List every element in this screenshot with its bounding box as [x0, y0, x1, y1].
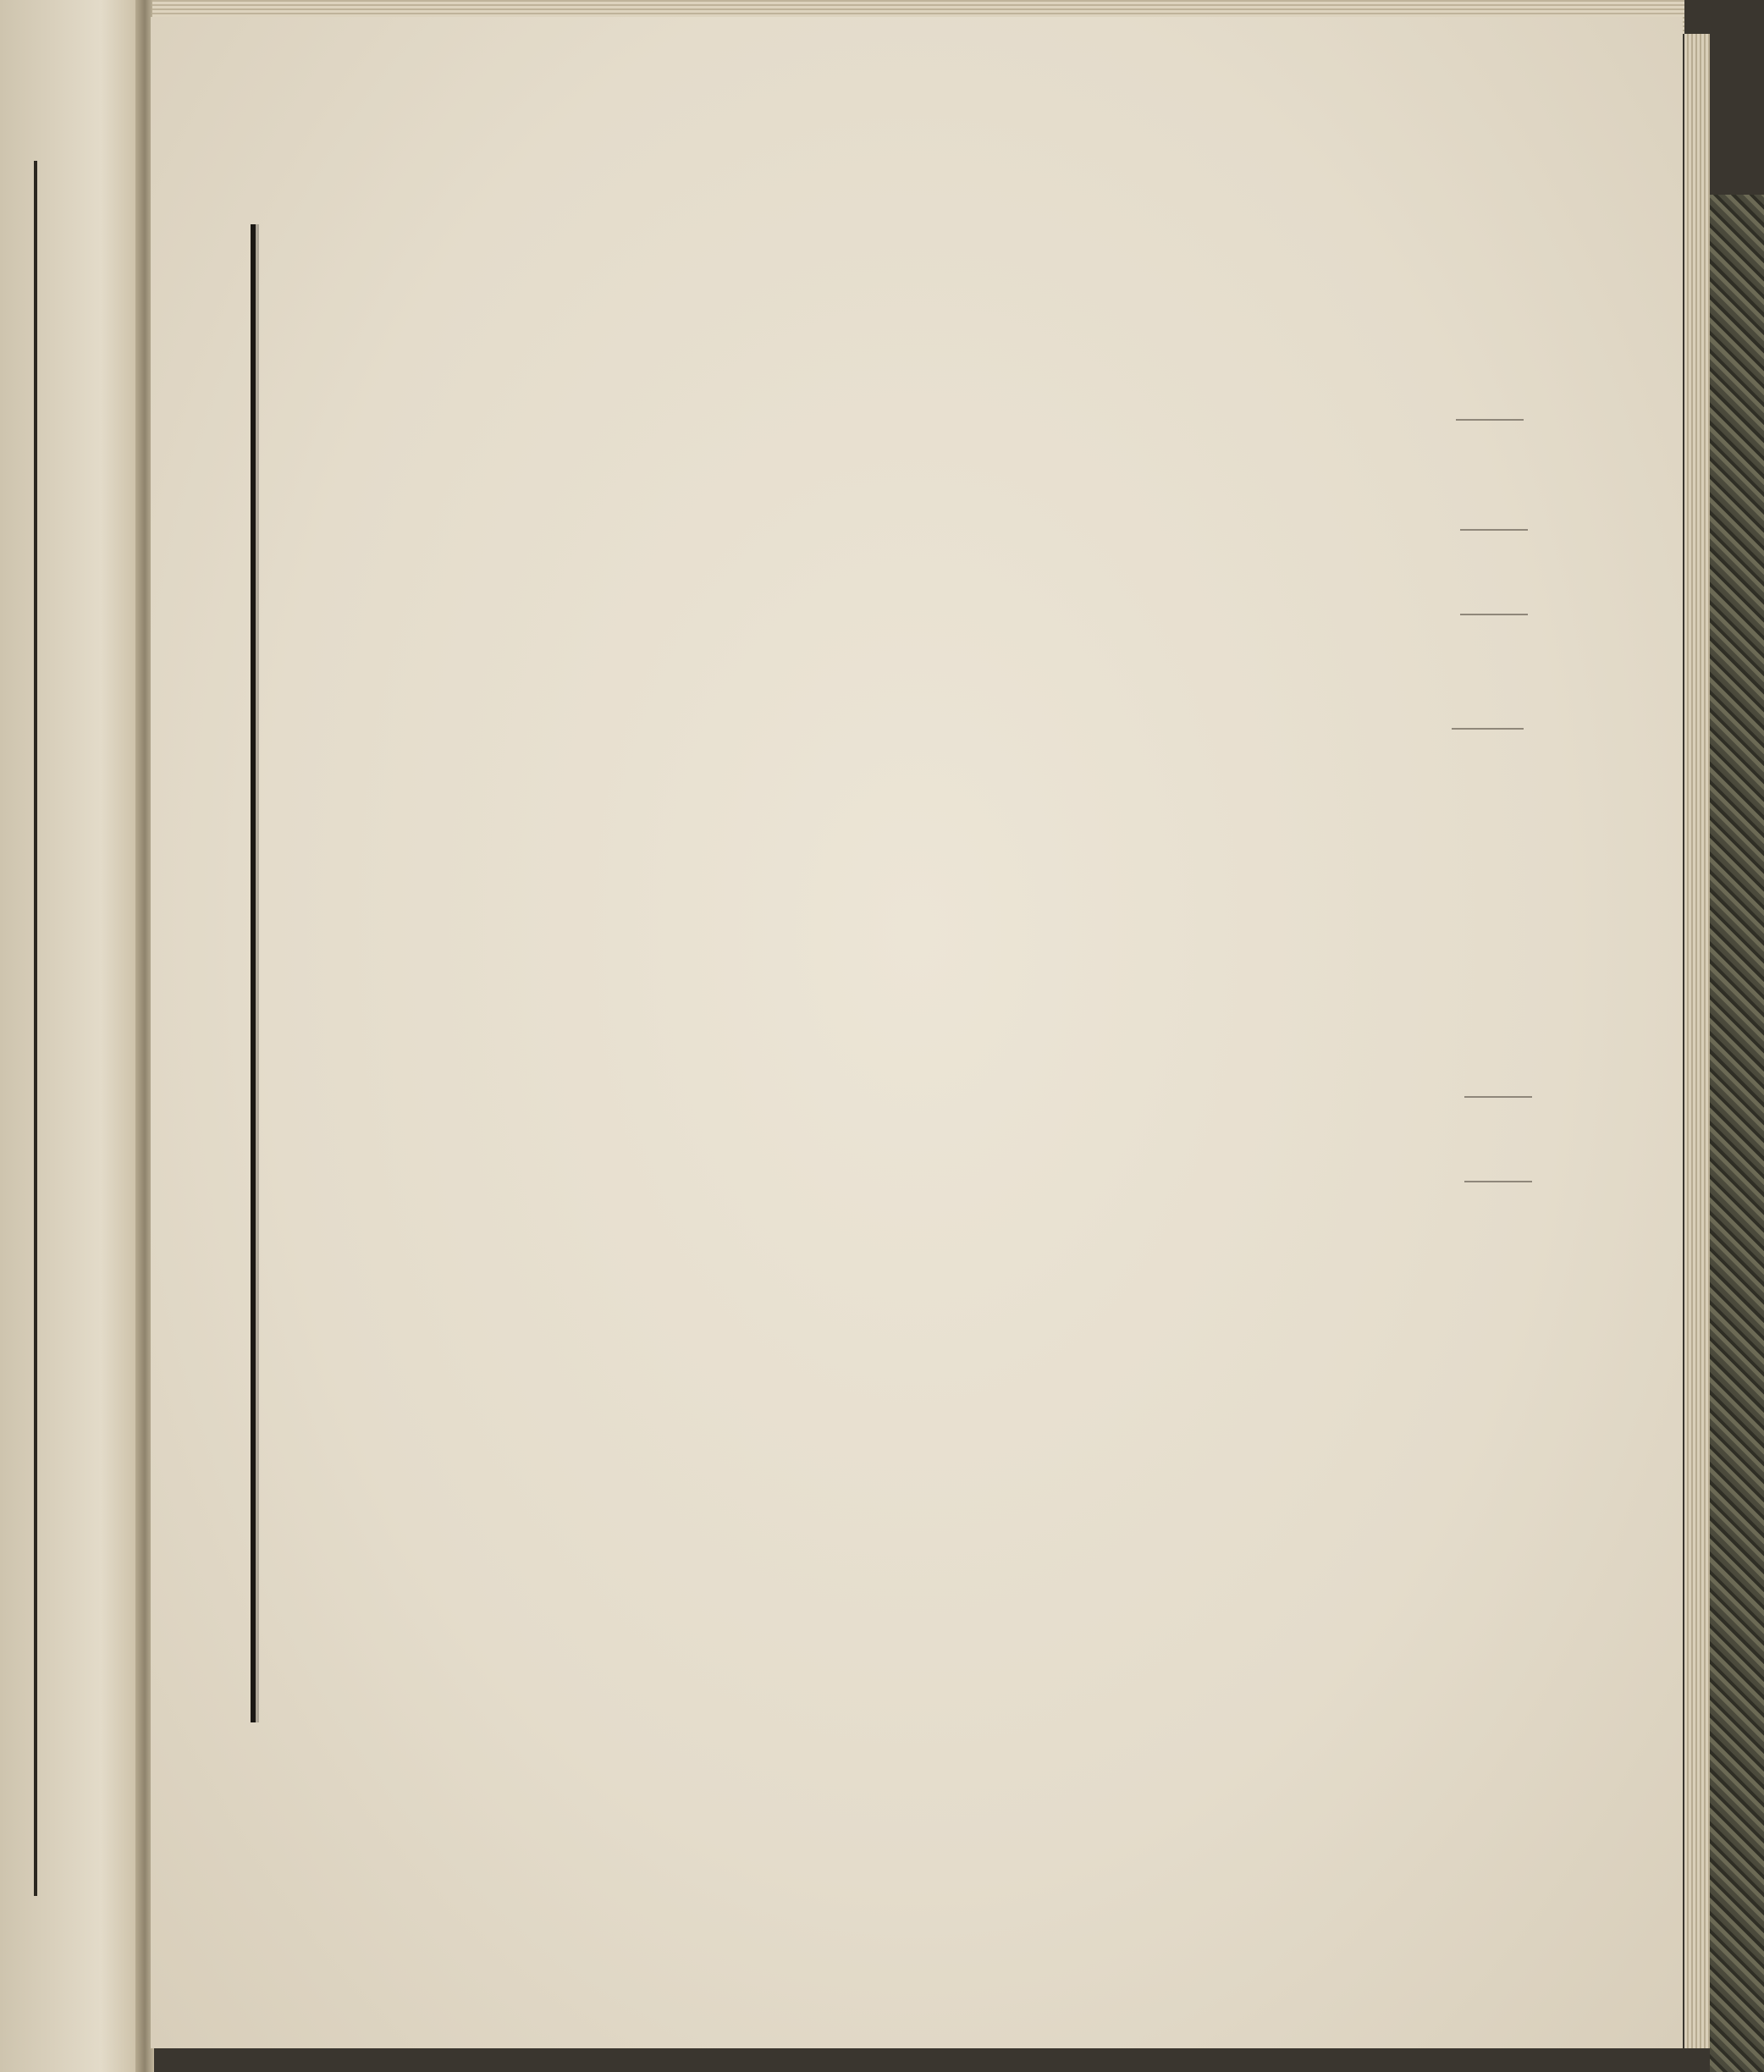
pencil-line — [1460, 614, 1528, 615]
right-ornament-border — [1333, 169, 1418, 1786]
pencil-line — [1452, 728, 1524, 730]
top-ornament-border — [254, 161, 1270, 237]
left-page — [0, 0, 144, 2072]
book-cover — [1710, 195, 1764, 2072]
pencil-line — [1464, 1096, 1532, 1098]
pencil-line — [1460, 529, 1528, 531]
page-fore-edge — [1684, 34, 1710, 2048]
bottom-ornament-border — [258, 1710, 1384, 1803]
pencil-line — [1464, 1181, 1532, 1182]
pencil-line — [1456, 419, 1524, 421]
frame-left-rule-shadow — [256, 224, 259, 1722]
left-page-rule — [34, 161, 37, 1896]
